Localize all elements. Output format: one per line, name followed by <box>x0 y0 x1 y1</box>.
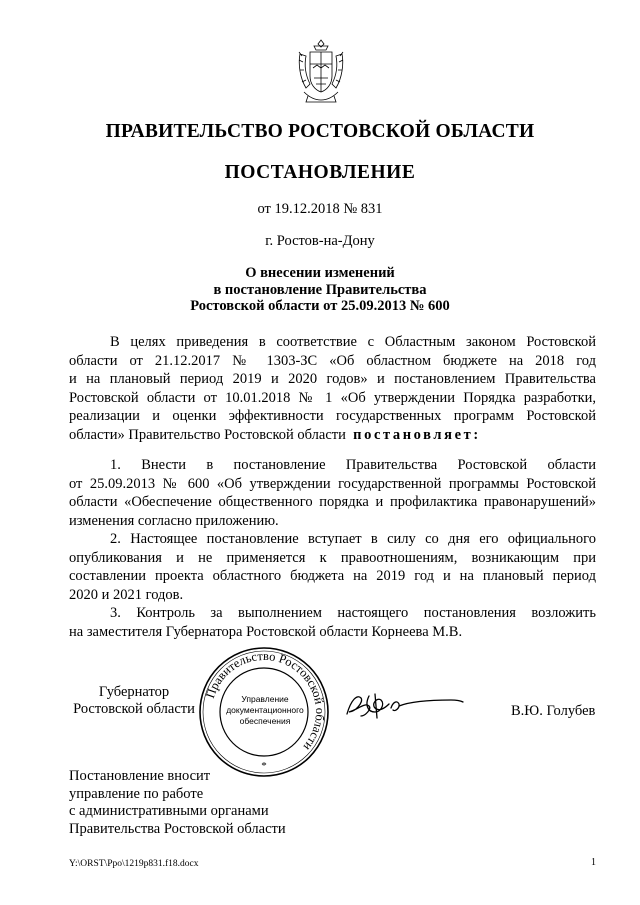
paragraph-line: реализации и оценки эффективности государственных программ Ростовской <box>69 408 596 424</box>
paragraph-line: Ростовской области от 10.01.2018 № 1 «Об утверждении Порядка разработки, <box>69 389 596 406</box>
paragraph-line: области от 21.12.2017 № 1303-ЗС «Об областном бюджете на 2018 год <box>69 352 596 369</box>
signatory-position <box>69 684 199 718</box>
subject-line: О внесении изменений <box>245 265 395 281</box>
item-line: на заместителя Губернатора Ростовской области Корнеева М.В. <box>69 623 463 640</box>
item-line: опубликования и не применяется к правоотношениям, возникающим при <box>69 549 596 566</box>
note-line: с административными органами <box>69 803 269 819</box>
item-line: изменения согласно приложению. <box>69 512 279 529</box>
signatory-name: В.Ю. Голубев <box>511 703 596 719</box>
submitter-note <box>69 768 286 838</box>
note-line: Постановление вносит <box>69 768 211 784</box>
organization-title: ПРАВИТЕЛЬСТВО РОСТОВСКОЙ ОБЛАСТИ <box>105 121 535 142</box>
document-place: г. Ростов-на-Дону <box>265 233 375 249</box>
page-number: 1 <box>591 857 596 868</box>
document-subject <box>0 265 640 315</box>
handwritten-signature <box>339 684 471 726</box>
item-line: 2020 и 2021 годов. <box>69 586 184 603</box>
subject-line: Ростовской области от 25.09.2013 № 600 <box>190 298 450 314</box>
document-date-number: от 19.12.2018 № 831 <box>257 201 383 217</box>
official-stamp <box>197 645 331 779</box>
stamp-star-icon: * <box>261 760 267 772</box>
decree-word: постановляет: <box>353 426 481 443</box>
note-line: Правительства Ростовской области <box>69 820 286 837</box>
stamp-ring-text: Правительство Ростовской области <box>203 648 328 754</box>
file-path: Y:\ORST\Ppo\1219p831.f18.docx <box>69 859 199 869</box>
paragraph-line: В целях приведения в соответствие с Областным законом Ростовской <box>110 334 596 350</box>
preamble-paragraph <box>69 333 596 444</box>
position-line: Губернатор <box>98 684 170 700</box>
item-line: 2. Настоящее постановление вступает в силу со дня его официального <box>110 531 596 547</box>
stamp-inner-line: Управление <box>241 694 289 704</box>
preamble-text: области» Правительство Ростовской области <box>69 426 346 443</box>
stamp-inner-line: обеспечения <box>239 716 291 726</box>
item-line: от 25.09.2013 № 600 «Об утверждении государственной программы Ростовской <box>69 475 596 492</box>
item-line: 1. Внести в постановление Правительства Ростовской области <box>110 457 596 473</box>
stamp-inner-line: документационного <box>226 705 304 715</box>
item-line: области «Обеспечение общественного порядка и профилактика правонарушений» <box>69 494 596 510</box>
item-line: 3. Контроль за выполнением настоящего постановления возложить <box>110 605 596 621</box>
position-line: Ростовской области <box>73 701 195 717</box>
coat-of-arms-emblem <box>296 38 346 106</box>
document-type-title: ПОСТАНОВЛЕНИЕ <box>224 162 416 183</box>
note-line: управление по работе <box>69 785 204 802</box>
paragraph-line: и на плановый период 2019 и 2020 годов» и постановлением Правительства <box>69 371 596 387</box>
subject-line: в постановление Правительства <box>213 281 427 298</box>
paragraph-line <box>69 426 596 445</box>
decree-items <box>69 456 596 641</box>
item-line: составлении проекта областного бюджета на 2019 год и на плановый период <box>69 568 596 584</box>
